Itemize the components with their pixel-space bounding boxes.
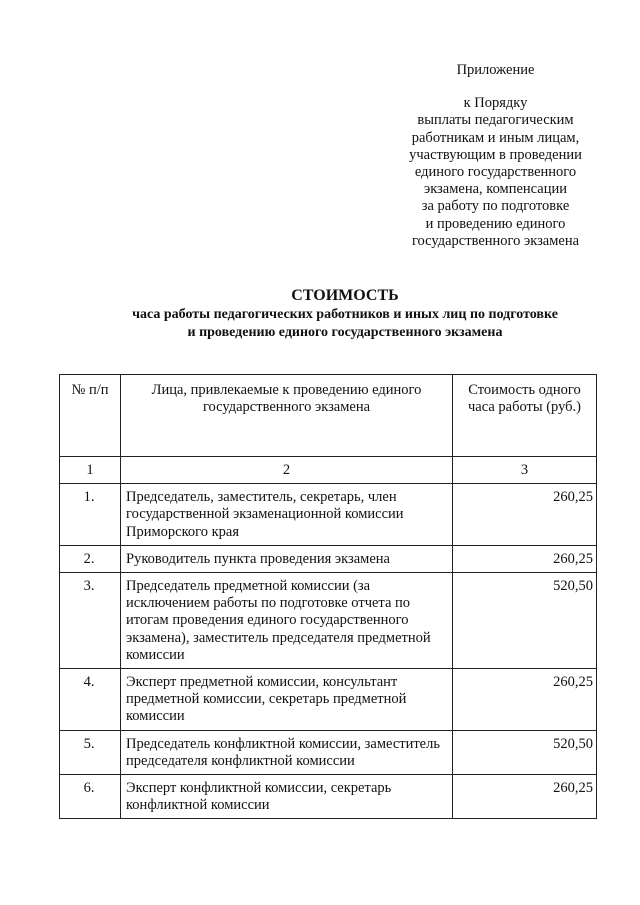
row-description: Председатель конфликтной комиссии, заместитель председателя конфликтной комиссии [121,730,453,774]
table-row [60,730,597,774]
row-cost: 260,25 [453,484,597,546]
table-row [60,573,597,669]
table-row [60,669,597,731]
row-cost: 260,25 [453,545,597,572]
header-persons: Лица, привлекаемые к проведению единого государственного экзамена [121,375,453,457]
document-subtitle-line-1: часа работы педагогических работников и иных лиц по подготовке [132,307,558,322]
column-number: 2 [121,457,453,484]
row-cost: 260,25 [453,775,597,819]
appendix-title: Приложение [456,62,535,78]
row-cost: 260,25 [453,669,597,731]
column-number-row [60,457,597,484]
appendix-line: и проведению единого [425,215,566,232]
row-number: 3. [60,573,121,669]
appendix-line: к Порядку [463,95,528,112]
table-row [60,775,597,819]
row-description: Эксперт предметной комиссии, консультант предметной комиссии, секретарь предметной комиссии [121,669,453,731]
row-cost: 520,50 [453,573,597,669]
row-number: 4. [60,669,121,731]
row-number: 1. [60,484,121,546]
row-description: Руководитель пункта проведения экзамена [121,545,453,572]
appendix-line: выплаты педагогическим [417,112,574,129]
row-description: Председатель, заместитель, секретарь, член государственной экзаменационной комиссии Приморского края [121,484,453,546]
table-header-row [60,375,597,457]
document-subtitle-line-2: и проведению единого государственного экзамена [187,325,503,340]
cost-table [59,374,597,819]
document-title: СТОИМОСТЬ [291,287,399,304]
appendix-block [398,62,593,250]
row-description: Председатель предметной комиссии (за исключением работы по подготовке отчета по итогам проведения единого государственного экзамена), заместитель председателя предметной комиссии [121,573,453,669]
appendix-line: государственного экзамена [411,232,580,249]
row-number: 6. [60,775,121,819]
header-number: № п/п [60,375,121,457]
appendix-line: работникам и иным лицам, [411,129,580,146]
row-number: 5. [60,730,121,774]
header-cost: Стоимость одного часа работы (руб.) [453,375,597,457]
column-number: 3 [453,457,597,484]
appendix-line: участвующим в проведении [409,146,582,163]
row-cost: 520,50 [453,730,597,774]
appendix-line: единого государственного [414,164,577,181]
appendix-line: за работу по подготовке [421,198,570,215]
table-row [60,545,597,572]
column-number: 1 [60,457,121,484]
row-number: 2. [60,545,121,572]
document-heading [60,286,630,342]
appendix-line: экзамена, компенсации [423,181,568,198]
row-description: Эксперт конфликтной комиссии, секретарь конфликтной комиссии [121,775,453,819]
table-row [60,484,597,546]
